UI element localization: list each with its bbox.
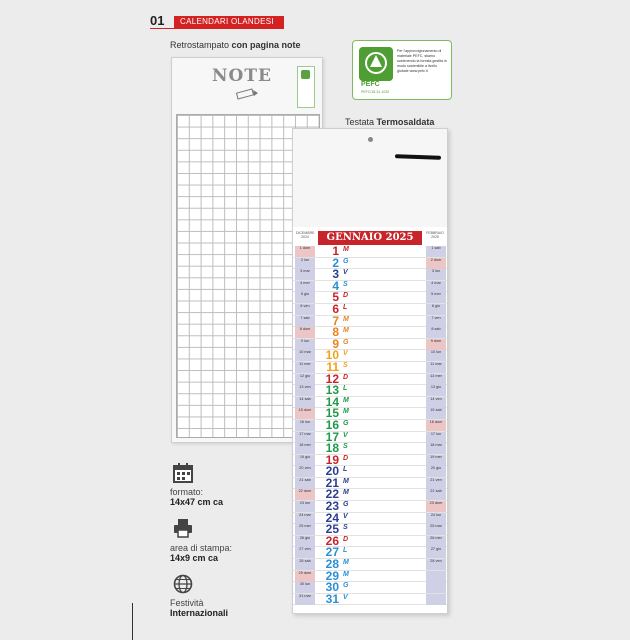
- day-number: 8: [332, 325, 339, 340]
- prev-month-day: 18 mer: [295, 443, 315, 454]
- weekday-letter: M: [343, 489, 349, 497]
- day-number: 9: [332, 336, 339, 351]
- next-month-day: 12 mer: [426, 374, 446, 385]
- weekday-letter: L: [343, 547, 348, 555]
- weekday-letter: D: [343, 535, 349, 543]
- prev-month-day: 7 sab: [295, 316, 315, 327]
- prev-month-day: 14 sab: [295, 397, 315, 408]
- day-number: 14: [325, 394, 339, 409]
- prev-month-day: 27 ven: [295, 547, 315, 558]
- day-number: 22: [325, 487, 339, 502]
- weekday-letter: S: [343, 443, 348, 451]
- prev-month-day: 31 mar: [295, 594, 315, 605]
- day-number: 18: [325, 441, 339, 456]
- next-month-day: 22 sab: [426, 489, 446, 500]
- day-number: 7: [332, 313, 339, 328]
- next-month-day: 6 gio: [426, 304, 446, 315]
- next-month-day: [426, 582, 446, 593]
- day-number: 12: [325, 371, 339, 386]
- day-number: 28: [325, 557, 339, 572]
- pefc-code: PEFC/18-31-1032: [361, 90, 390, 94]
- next-month-day: 1 sab: [426, 246, 446, 257]
- next-month-day: 15 sab: [426, 408, 446, 419]
- prev-month-day: 23 lun: [295, 501, 315, 512]
- print-value: 14x9 cm ca: [170, 553, 219, 563]
- next-month-day: 7 ven: [426, 316, 446, 327]
- pefc-text: Per l'approvvigionamento di materiale PEFC, stiamo sostenendo la foresta gestita in modo sostenibile a livello globale www.pefc.it: [397, 49, 447, 73]
- weekday-letter: M: [343, 315, 349, 323]
- weekday-letter: D: [343, 292, 349, 300]
- prev-month-day: 30 lun: [295, 582, 315, 593]
- weekday-letter: L: [343, 385, 348, 393]
- day-number: 25: [325, 522, 339, 537]
- weekday-letter: S: [343, 280, 348, 288]
- holiday-value: Internazionali: [170, 608, 229, 618]
- next-month-day: 25 mar: [426, 524, 446, 535]
- holiday-label: Festività: [170, 598, 204, 608]
- prev-month-day: 1 dom: [295, 246, 315, 257]
- left-month-label: DICEMBRE 2024: [296, 231, 315, 239]
- next-month-day: 11 mar: [426, 362, 446, 373]
- next-month-day: 23 dom: [426, 501, 446, 512]
- print-area-spec: [170, 543, 232, 563]
- note-header: [172, 58, 322, 114]
- prev-month-day: 5 gio: [295, 292, 315, 303]
- day-rows: [293, 246, 447, 605]
- day-number: 31: [325, 591, 339, 606]
- prev-month-day: 20 ven: [295, 466, 315, 477]
- globe-icon: [172, 573, 194, 595]
- next-month-day: 20 gio: [426, 466, 446, 477]
- weekday-letter: M: [343, 246, 349, 253]
- next-month-day: 21 ven: [426, 478, 446, 489]
- weekday-letter: S: [343, 361, 348, 369]
- prev-month-day: 17 mar: [295, 432, 315, 443]
- day-number: 24: [325, 510, 339, 525]
- format-label: formato:: [170, 487, 204, 497]
- next-month-day: 19 mer: [426, 455, 446, 466]
- prev-month-day: 9 lun: [295, 339, 315, 350]
- prev-month-day: 19 gio: [295, 455, 315, 466]
- weekday-letter: V: [343, 269, 348, 277]
- pencil-icon: [235, 88, 259, 100]
- prev-month-day: 8 dom: [295, 327, 315, 338]
- next-month-day: 3 lun: [426, 269, 446, 280]
- day-number: 1: [332, 244, 339, 258]
- header-underline: [150, 28, 284, 29]
- day-number: 23: [325, 499, 339, 514]
- prev-month-day: 28 sab: [295, 559, 315, 570]
- prev-month-day: 21 sab: [295, 478, 315, 489]
- prev-month-day: 16 lun: [295, 420, 315, 431]
- note-title: NOTE: [212, 66, 272, 86]
- day-number: 15: [325, 406, 339, 421]
- weekday-letter: G: [343, 419, 349, 427]
- head-caption: Testata Termosaldata: [345, 117, 435, 127]
- prev-month-day: 24 mar: [295, 513, 315, 524]
- weekday-letter: V: [343, 512, 348, 520]
- format-spec: [170, 487, 223, 507]
- month-title: GENNAIO 2025: [318, 231, 422, 245]
- day-number: 4: [332, 278, 339, 293]
- format-value: 14x47 cm ca: [170, 497, 224, 507]
- left-rule: [132, 603, 133, 640]
- next-month-day: 14 ven: [426, 397, 446, 408]
- calendar-icon: [172, 462, 194, 484]
- next-month-day: [426, 594, 446, 605]
- printer-icon: [172, 517, 194, 539]
- day-number: 27: [325, 545, 339, 560]
- day-number: 11: [326, 359, 339, 374]
- prev-month-day: 26 gio: [295, 536, 315, 547]
- weekday-letter: L: [343, 466, 348, 474]
- day-row: [293, 591, 447, 606]
- day-number: 13: [325, 383, 339, 398]
- prev-month-day: 2 lun: [295, 258, 315, 269]
- calendar-header-area: [293, 129, 447, 227]
- next-month-day: 5 mer: [426, 292, 446, 303]
- weekday-letter: M: [343, 327, 349, 335]
- weekday-letter: D: [343, 373, 349, 381]
- weekday-letter: M: [343, 408, 349, 416]
- weekday-letter: G: [343, 257, 349, 265]
- day-number: 30: [325, 580, 339, 595]
- weekday-letter: M: [343, 396, 349, 404]
- day-number: 29: [325, 568, 339, 583]
- holiday-spec: [170, 598, 228, 618]
- next-month-day: 24 lun: [426, 513, 446, 524]
- pefc-label: PEFC: [361, 81, 380, 88]
- day-number: 17: [325, 429, 339, 444]
- weekday-letter: M: [343, 477, 349, 485]
- prev-month-day: 25 mer: [295, 524, 315, 535]
- hanging-hole: [368, 137, 373, 142]
- pefc-tree-icon: [359, 47, 393, 81]
- day-number: 5: [332, 290, 339, 305]
- prev-month-day: 29 dom: [295, 571, 315, 582]
- day-number: 26: [325, 533, 339, 548]
- print-label: area di stampa:: [170, 543, 233, 553]
- next-month-day: 28 ven: [426, 559, 446, 570]
- next-month-day: 17 lun: [426, 432, 446, 443]
- next-month-day: 13 gio: [426, 385, 446, 396]
- weekday-letter: G: [343, 501, 349, 509]
- weekday-letter: L: [343, 303, 348, 311]
- prev-month-day: 13 ven: [295, 385, 315, 396]
- next-month-day: 10 lun: [426, 350, 446, 361]
- day-number: 10: [325, 348, 339, 363]
- pefc-badge: [352, 40, 452, 100]
- fsc-logo: [297, 66, 315, 108]
- prev-month-day: 4 mer: [295, 281, 315, 292]
- weekday-letter: M: [343, 570, 349, 578]
- day-number: 20: [325, 464, 339, 479]
- weekday-letter: V: [343, 593, 348, 601]
- prev-month-day: 22 dom: [295, 489, 315, 500]
- day-number: 3: [332, 267, 339, 282]
- category-bar: CALENDARI OLANDESI: [174, 16, 284, 28]
- weekday-letter: D: [343, 454, 349, 462]
- weekday-letter: V: [343, 431, 348, 439]
- next-month-day: [426, 571, 446, 582]
- weekday-letter: M: [343, 559, 349, 567]
- note-caption: Retrostampato con pagina note: [170, 40, 301, 50]
- weekday-letter: G: [343, 582, 349, 590]
- right-month-label: FEBBRAIO 2025: [426, 231, 444, 239]
- weekday-letter: G: [343, 338, 349, 346]
- prev-month-day: 11 mer: [295, 362, 315, 373]
- prev-month-day: 15 dom: [295, 408, 315, 419]
- prev-month-day: 10 mar: [295, 350, 315, 361]
- weekday-letter: S: [343, 524, 348, 532]
- scribble-mark: [395, 154, 441, 160]
- next-month-day: 18 mar: [426, 443, 446, 454]
- section-number: 01: [150, 13, 165, 28]
- prev-month-day: 6 ven: [295, 304, 315, 315]
- prev-month-day: 3 mar: [295, 269, 315, 280]
- next-month-day: 26 mer: [426, 536, 446, 547]
- day-number: 16: [325, 417, 339, 432]
- prev-month-day: 12 gio: [295, 374, 315, 385]
- day-number: 6: [332, 301, 339, 316]
- next-month-day: 27 gio: [426, 547, 446, 558]
- next-month-day: 2 dom: [426, 258, 446, 269]
- day-number: 19: [325, 452, 339, 467]
- weekday-letter: V: [343, 350, 348, 358]
- next-month-day: 9 dom: [426, 339, 446, 350]
- calendar: [292, 128, 448, 614]
- next-month-day: 4 mar: [426, 281, 446, 292]
- day-number: 2: [332, 255, 339, 270]
- next-month-day: 16 dom: [426, 420, 446, 431]
- next-month-day: 8 sab: [426, 327, 446, 338]
- day-number: 21: [325, 475, 339, 490]
